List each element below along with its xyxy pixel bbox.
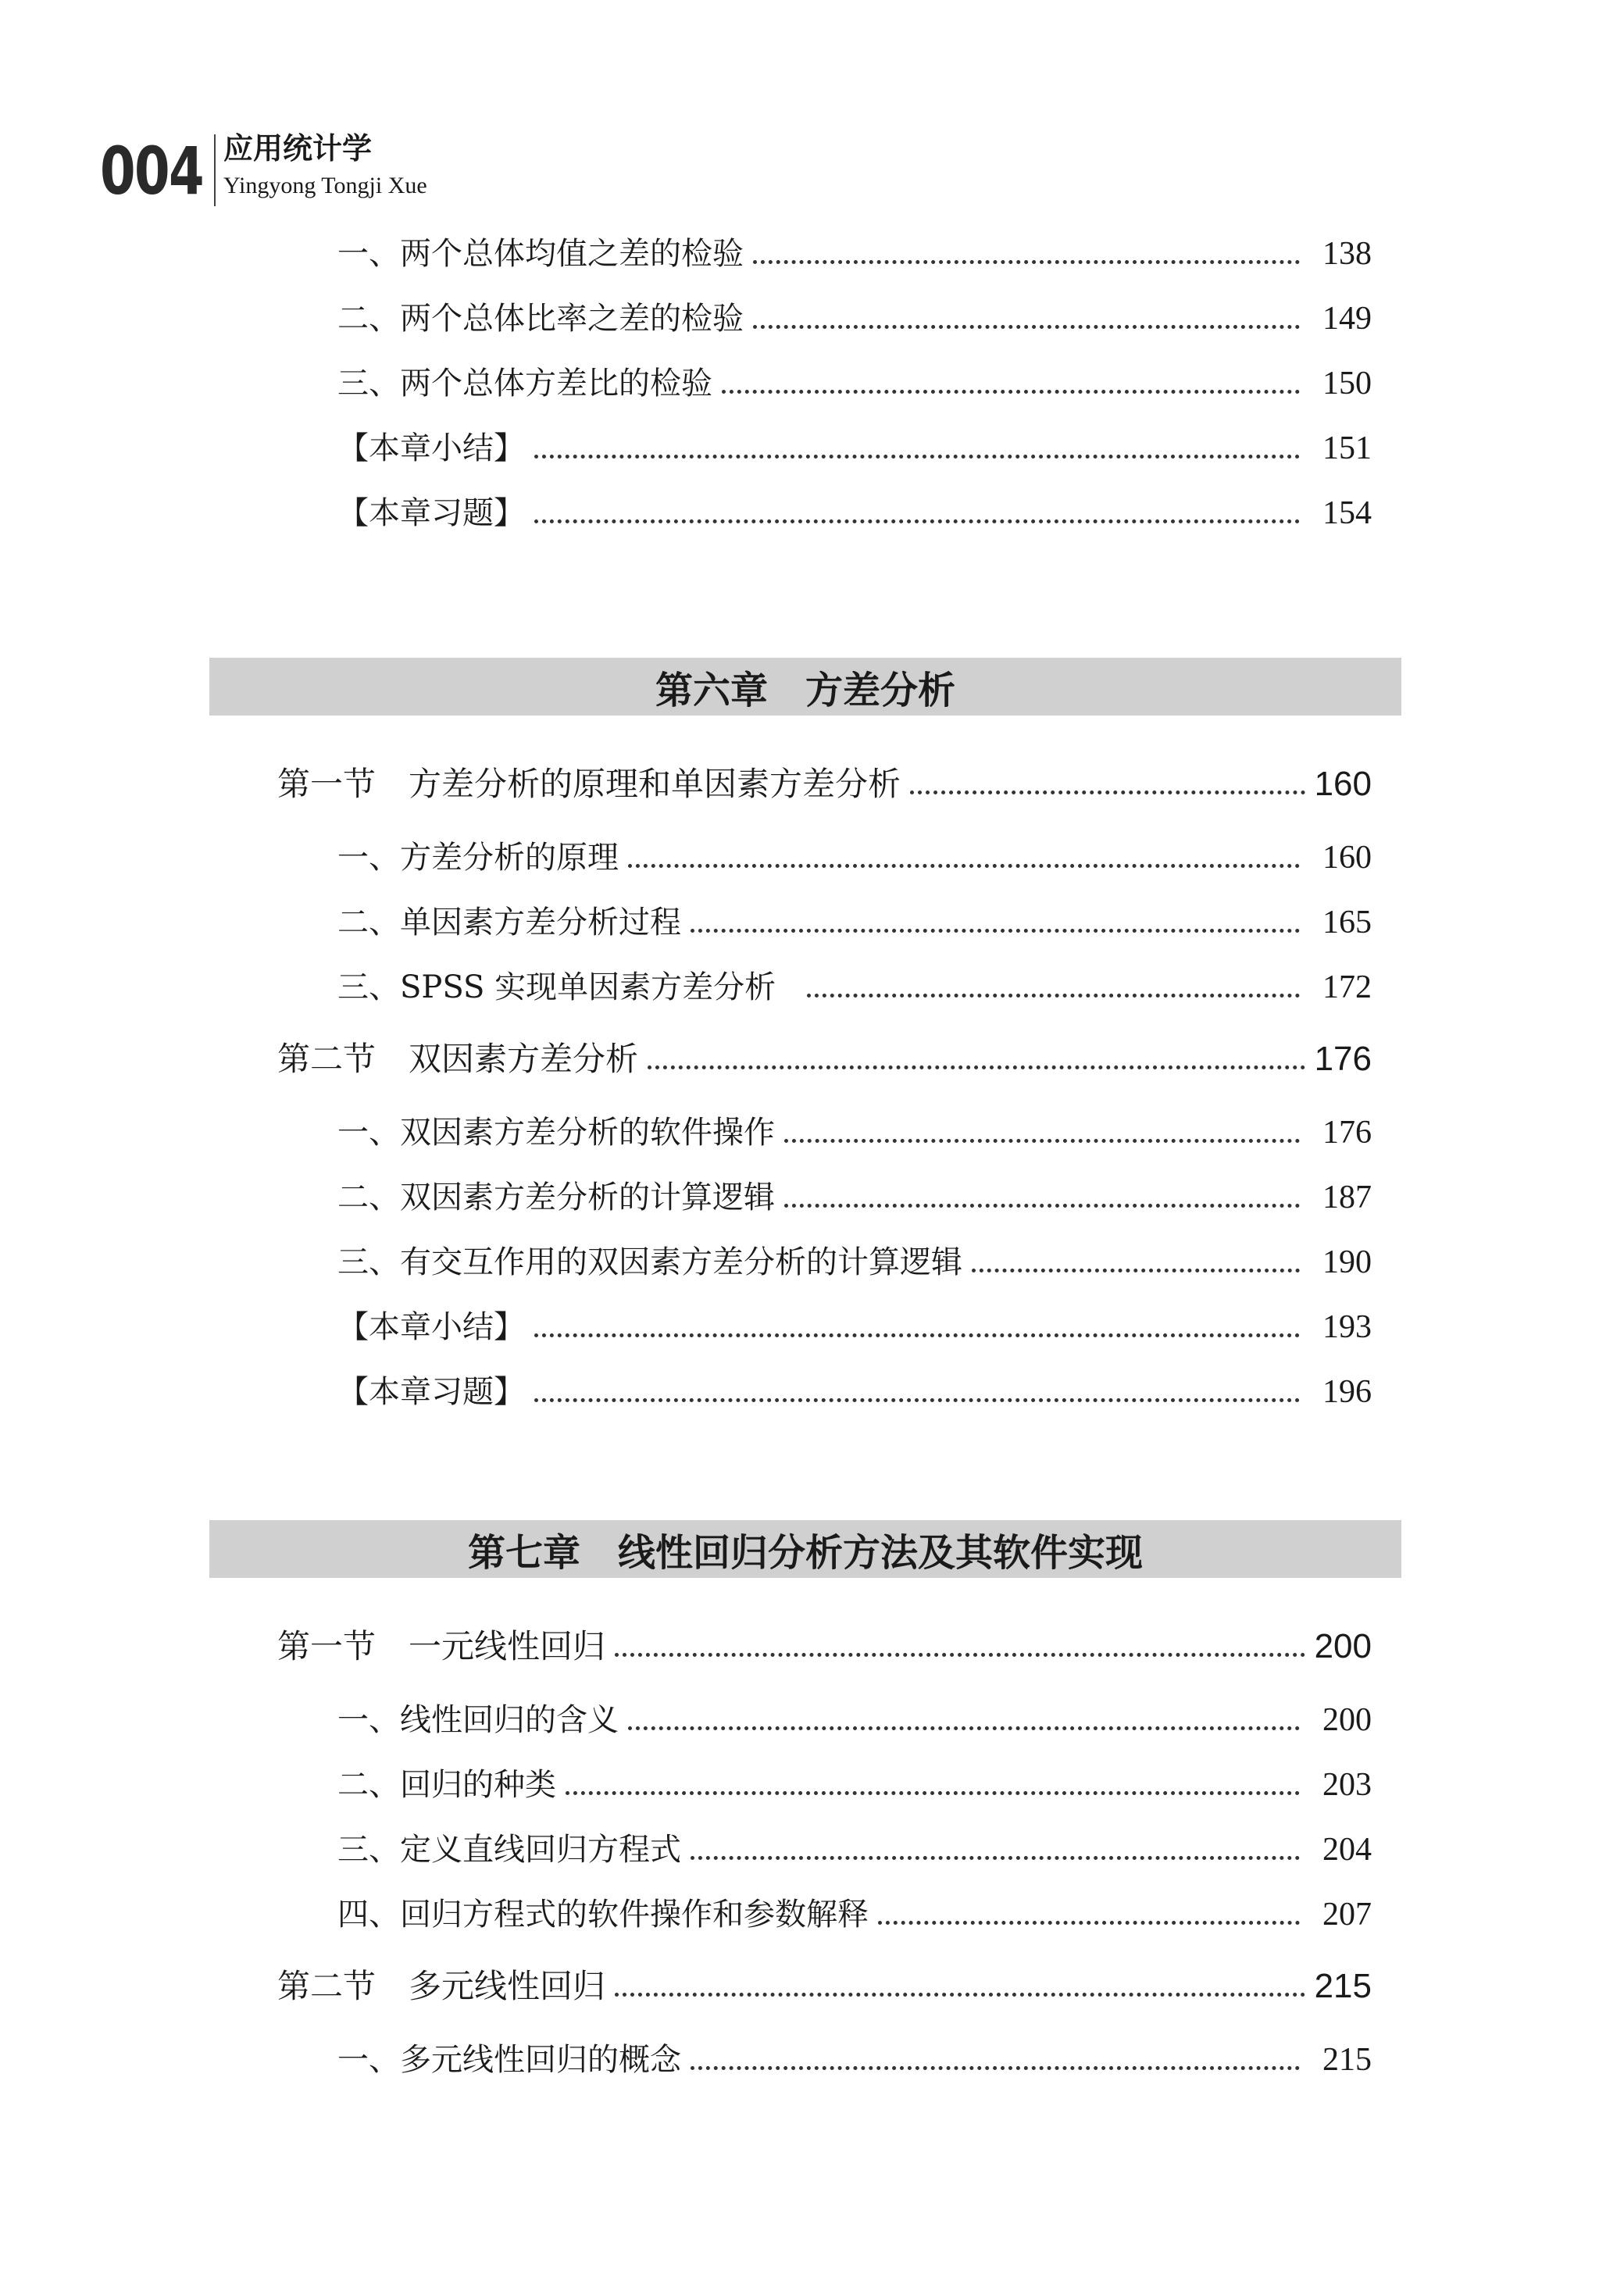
toc-entry[interactable]	[337, 968, 1372, 1007]
toc-entry-title: 一、方差分析的原理	[337, 840, 619, 876]
toc-section-title: 第二节 多元线性回归	[277, 1967, 606, 2005]
toc-entry-page: 196	[1322, 1374, 1372, 1410]
toc-entry-title: 一、线性回归的含义	[337, 1702, 619, 1738]
toc-entry-page: 160	[1322, 840, 1372, 876]
toc-entry-title: 四、回归方程式的软件操作和参数解释	[337, 1897, 869, 1933]
toc-section[interactable]	[277, 1627, 1372, 1666]
dot-leader	[648, 1065, 1305, 1069]
toc-entry-title: 二、回归的种类	[337, 1767, 556, 1803]
toc-entry-title: 一、多元线性回归的概念	[337, 2042, 681, 2078]
toc-entry[interactable]	[337, 2040, 1372, 2079]
toc-entry-page: 193	[1322, 1309, 1372, 1345]
dot-leader	[615, 1993, 1305, 1997]
toc-section-title: 第二节 双因素方差分析	[277, 1040, 639, 1078]
dot-leader	[972, 1269, 1300, 1272]
dot-leader	[722, 390, 1300, 394]
toc-entry[interactable]	[337, 429, 1372, 468]
toc-entry[interactable]	[337, 1701, 1372, 1740]
toc-entry-title: 三、SPSS 实现单因素方差分析	[337, 969, 776, 1005]
toc-section-page: 176	[1314, 1040, 1372, 1078]
dot-leader	[784, 1204, 1300, 1208]
toc-entry[interactable]	[337, 299, 1372, 338]
dot-leader	[753, 260, 1300, 264]
toc-entry-page: 215	[1322, 2042, 1372, 2078]
dot-leader	[566, 1791, 1300, 1795]
toc-entry-title: 二、双因素方差分析的计算逻辑	[337, 1180, 775, 1215]
toc-entry[interactable]	[337, 234, 1372, 273]
toc-section[interactable]	[277, 1040, 1372, 1079]
toc-entry[interactable]	[337, 1243, 1372, 1282]
toc-entry-title: 一、双因素方差分析的软件操作	[337, 1115, 775, 1151]
toc-entry[interactable]	[337, 1113, 1372, 1152]
dot-leader	[534, 455, 1300, 459]
dot-leader	[691, 929, 1300, 933]
dot-leader	[910, 791, 1305, 794]
dot-leader	[628, 864, 1300, 868]
toc-entry-page: 138	[1322, 236, 1372, 272]
toc-entry-page: 165	[1322, 905, 1372, 940]
dot-leader	[878, 1921, 1300, 1925]
toc-entry[interactable]	[337, 1178, 1372, 1217]
toc-section-title: 第一节 一元线性回归	[277, 1627, 606, 1665]
dot-leader	[534, 1333, 1300, 1337]
toc-section-title: 第一节 方差分析的原理和单因素方差分析	[277, 765, 901, 803]
toc-entry-page: 187	[1322, 1180, 1372, 1215]
toc-entry-page: 151	[1322, 430, 1372, 466]
toc-entry-page: 149	[1322, 301, 1372, 337]
dot-leader	[691, 2066, 1300, 2070]
dot-leader	[784, 1139, 1300, 1143]
dot-leader	[807, 994, 1300, 998]
book-title-pinyin: Yingyong Tongji Xue	[223, 173, 427, 198]
toc-entry-title: 二、两个总体比率之差的检验	[337, 301, 744, 337]
toc-entry[interactable]	[337, 494, 1372, 533]
toc-entry-page: 150	[1322, 366, 1372, 402]
chapter-heading[interactable]: 第六章 方差分析	[209, 658, 1401, 716]
dot-leader	[691, 1856, 1300, 1860]
toc-entry-page: 172	[1322, 969, 1372, 1005]
toc-entry[interactable]	[337, 1830, 1372, 1869]
toc-section-page: 215	[1314, 1967, 1372, 2005]
toc-entry[interactable]	[337, 1308, 1372, 1347]
toc-entry[interactable]	[337, 1372, 1372, 1412]
toc-section[interactable]	[277, 765, 1372, 804]
dot-leader	[534, 1398, 1300, 1402]
toc-entry-title: 一、两个总体均值之差的检验	[337, 236, 744, 272]
dot-leader	[753, 325, 1300, 329]
toc-entry-page: 207	[1322, 1897, 1372, 1933]
toc-entry-page: 154	[1322, 495, 1372, 531]
toc-section[interactable]	[277, 1967, 1372, 2006]
toc-entry-title: 【本章小结】	[337, 1309, 525, 1345]
toc-entry[interactable]	[337, 903, 1372, 942]
toc-entry-title: 三、两个总体方差比的检验	[337, 366, 712, 402]
page-number: 004	[100, 133, 204, 209]
dot-leader	[615, 1653, 1305, 1657]
toc-entry[interactable]	[337, 838, 1372, 877]
toc-entry[interactable]	[337, 1895, 1372, 1934]
toc-entry-page: 203	[1322, 1767, 1372, 1803]
toc-section-page: 160	[1314, 765, 1372, 803]
book-title: 应用统计学	[223, 131, 373, 166]
toc-section-page: 200	[1314, 1627, 1372, 1665]
toc-entry-title: 三、定义直线回归方程式	[337, 1832, 681, 1868]
toc-entry-page: 200	[1322, 1702, 1372, 1738]
toc-entry-page: 176	[1322, 1115, 1372, 1151]
dot-leader	[534, 519, 1300, 523]
toc-entry-title: 三、有交互作用的双因素方差分析的计算逻辑	[337, 1244, 962, 1280]
dot-leader	[628, 1726, 1300, 1730]
toc-entry[interactable]	[337, 364, 1372, 403]
toc-entry-title: 【本章小结】	[337, 430, 525, 466]
toc-entry[interactable]	[337, 1765, 1372, 1804]
toc-entry-title: 【本章习题】	[337, 1374, 525, 1410]
toc-entry-page: 204	[1322, 1832, 1372, 1868]
header-divider	[214, 134, 216, 206]
toc-entry-page: 190	[1322, 1244, 1372, 1280]
toc-entry-title: 二、单因素方差分析过程	[337, 905, 681, 940]
toc-entry-title: 【本章习题】	[337, 495, 525, 531]
chapter-heading[interactable]: 第七章 线性回归分析方法及其软件实现	[209, 1520, 1401, 1578]
